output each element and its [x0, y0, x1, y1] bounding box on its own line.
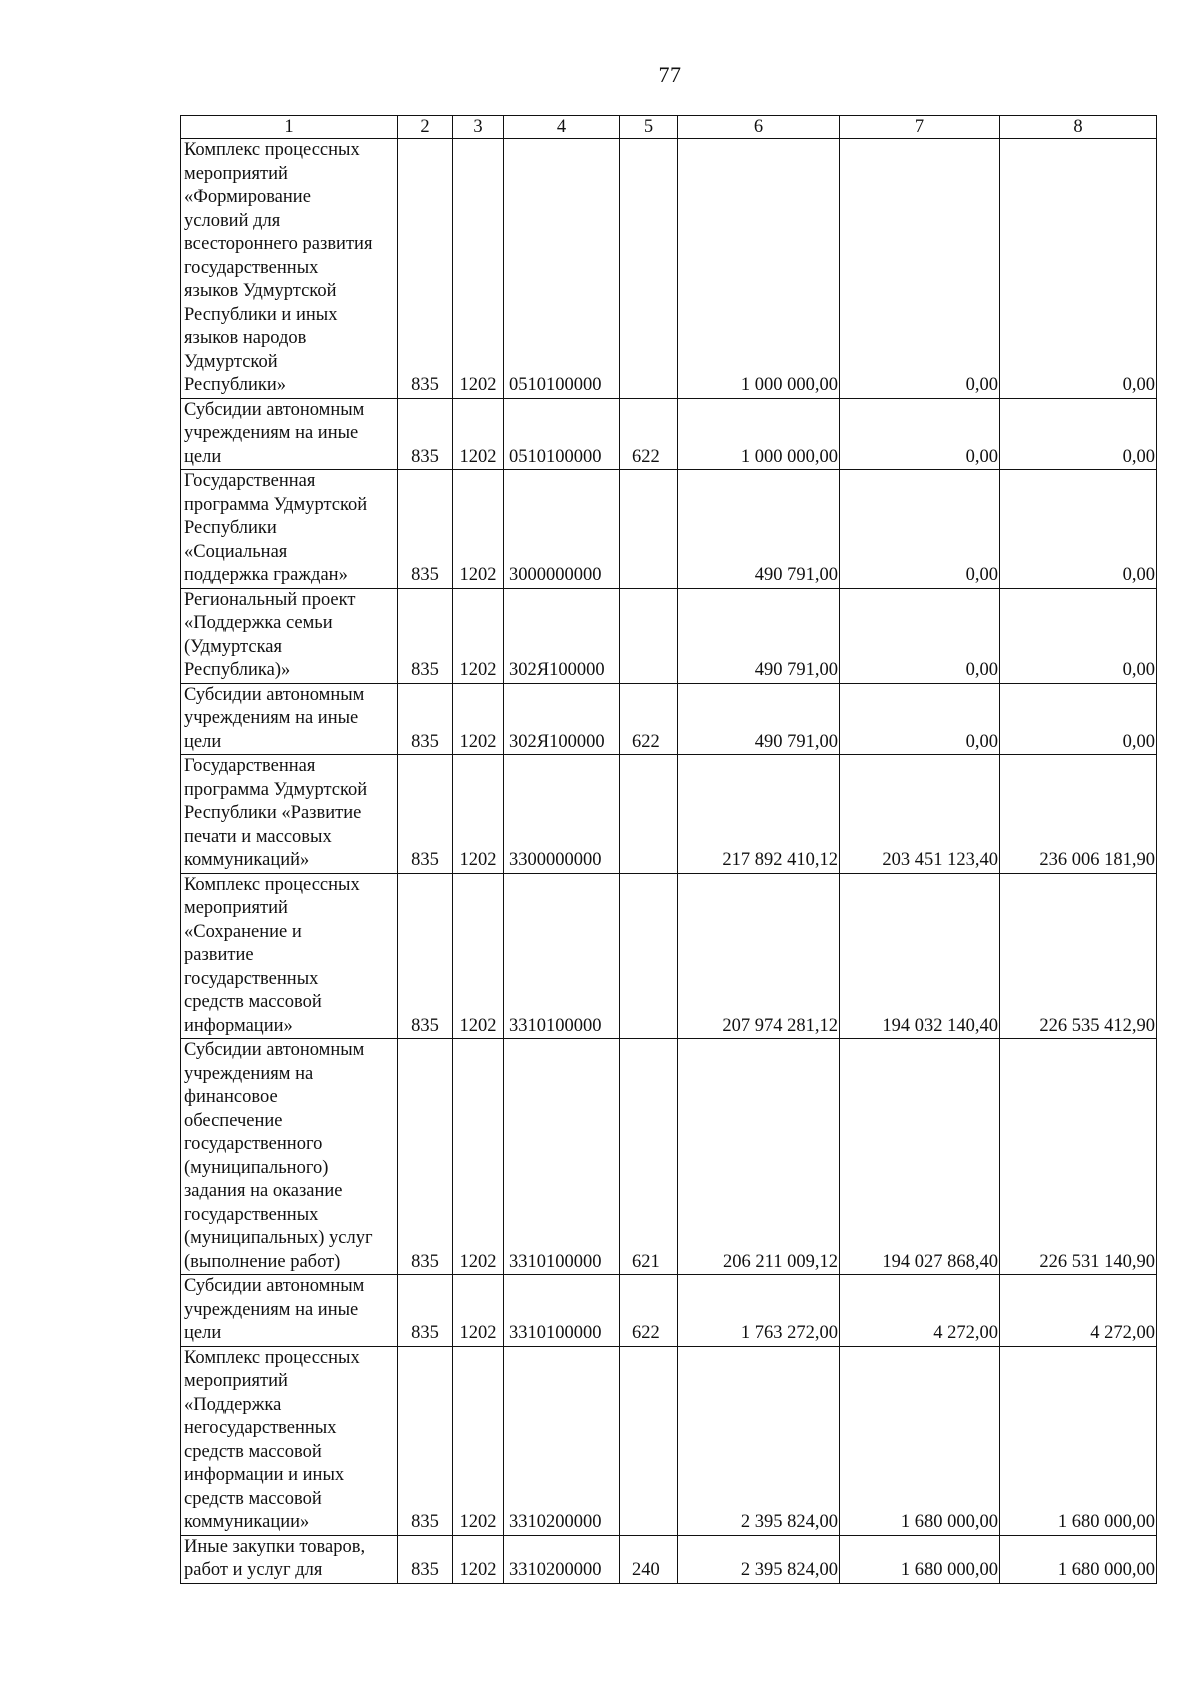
description-line: Республика)» — [184, 660, 291, 680]
description-line: коммуникации» — [184, 1512, 310, 1532]
code-5-cell — [620, 139, 678, 399]
description-line: (муниципального) — [184, 1157, 329, 1178]
code-5-cell: 621 — [620, 1039, 678, 1275]
code-4-cell: 3310100000 — [504, 1275, 620, 1347]
code-4-cell: 3310100000 — [504, 873, 620, 1039]
description-line: поддержка граждан» — [184, 565, 348, 585]
description-cell — [181, 683, 398, 755]
description-line: задания на оказание — [184, 1181, 343, 1201]
code-2-cell: 835 — [398, 398, 453, 470]
description-line: государственных — [184, 257, 319, 278]
code-3-cell: 1202 — [453, 1535, 504, 1583]
code-4-cell: 3310100000 — [504, 1039, 620, 1275]
amount-7-cell: 0,00 — [840, 139, 1000, 399]
description-line: программа Удмуртской — [184, 779, 368, 800]
description-line: государственного — [184, 1134, 323, 1154]
amount-8-cell: 4 272,00 — [1000, 1275, 1157, 1347]
header-cell: 6 — [678, 116, 840, 139]
table-row — [181, 1039, 1157, 1275]
amount-6-cell: 2 395 824,00 — [678, 1346, 840, 1535]
table-row — [181, 470, 1157, 589]
amount-8-cell: 0,00 — [1000, 398, 1157, 470]
description-line: «Социальная — [184, 541, 288, 562]
description-line: мероприятий — [184, 898, 288, 918]
table-row — [181, 873, 1157, 1039]
description-line: учреждениям на иные — [184, 1299, 359, 1320]
description-line: средств массовой — [184, 1488, 322, 1509]
description-line: Комплекс процессных — [184, 874, 360, 895]
description-line: информации» — [184, 1015, 293, 1036]
description-line: средств массовой — [184, 992, 322, 1012]
code-5-cell — [620, 755, 678, 874]
description-line: учреждениям на иные — [184, 708, 359, 728]
table-row — [181, 588, 1157, 683]
description-line: (муниципальных) услуг — [184, 1228, 373, 1248]
amount-8-cell: 236 006 181,90 — [1000, 755, 1157, 874]
description-cell — [181, 873, 398, 1039]
code-4-cell: 0510100000 — [504, 139, 620, 399]
description-line: Субсидии автономным — [184, 399, 365, 420]
description-line: Республики и иных — [184, 304, 338, 325]
description-line: Региональный проект — [184, 589, 356, 610]
amount-8-cell: 226 531 140,90 — [1000, 1039, 1157, 1275]
header-cell: 8 — [1000, 116, 1157, 139]
code-3-cell: 1202 — [453, 470, 504, 589]
description-line: цели — [184, 731, 222, 752]
code-3-cell: 1202 — [453, 1275, 504, 1347]
code-5-cell — [620, 873, 678, 1039]
header-cell: 5 — [620, 116, 678, 139]
code-5-cell: 622 — [620, 683, 678, 755]
description-line: мероприятий — [184, 163, 288, 184]
amount-8-cell: 1 680 000,00 — [1000, 1346, 1157, 1535]
description-line: обеспечение — [184, 1110, 283, 1131]
description-line: развитие — [184, 945, 254, 965]
code-5-cell: 622 — [620, 398, 678, 470]
amount-8-cell: 0,00 — [1000, 683, 1157, 755]
amount-8-cell: 0,00 — [1000, 588, 1157, 683]
description-line: Республики — [184, 518, 277, 538]
description-cell — [181, 588, 398, 683]
amount-7-cell: 194 027 868,40 — [840, 1039, 1000, 1275]
description-cell — [181, 1275, 398, 1347]
header-row — [181, 116, 1157, 139]
table-row — [181, 755, 1157, 874]
description-line: программа Удмуртской — [184, 494, 368, 515]
description-line: Комплекс процессных — [184, 140, 360, 160]
code-3-cell: 1202 — [453, 139, 504, 399]
description-cell — [181, 1346, 398, 1535]
code-2-cell: 835 — [398, 873, 453, 1039]
table-row — [181, 1535, 1157, 1583]
description-line: «Поддержка — [184, 1394, 282, 1415]
code-3-cell: 1202 — [453, 398, 504, 470]
code-3-cell: 1202 — [453, 588, 504, 683]
header-cell: 1 — [181, 116, 398, 139]
header-cell: 4 — [504, 116, 620, 139]
code-5-cell: 240 — [620, 1535, 678, 1583]
amount-6-cell: 206 211 009,12 — [678, 1039, 840, 1275]
code-2-cell: 835 — [398, 755, 453, 874]
description-line: (Удмуртская — [184, 636, 282, 657]
amount-6-cell: 1 000 000,00 — [678, 398, 840, 470]
description-cell — [181, 1535, 398, 1583]
description-line: «Поддержка семьи — [184, 613, 333, 633]
description-line: государственных — [184, 1204, 319, 1225]
amount-7-cell: 203 451 123,40 — [840, 755, 1000, 874]
amount-7-cell: 0,00 — [840, 398, 1000, 470]
table-body — [181, 116, 1157, 1584]
description-line: условий для — [184, 210, 281, 231]
description-line: финансовое — [184, 1087, 278, 1107]
table-row — [181, 139, 1157, 399]
code-4-cell: 3310200000 — [504, 1346, 620, 1535]
description-line: коммуникаций» — [184, 850, 310, 870]
description-line: «Формирование — [184, 187, 311, 207]
amount-6-cell: 207 974 281,12 — [678, 873, 840, 1039]
amount-7-cell: 0,00 — [840, 470, 1000, 589]
description-line: Республики» — [184, 375, 287, 395]
budget-table — [180, 115, 1157, 1584]
description-line: «Сохранение и — [184, 921, 302, 942]
description-line: работ и услуг для — [184, 1560, 323, 1580]
header-cell: 7 — [840, 116, 1000, 139]
description-line: негосударственных — [184, 1418, 337, 1438]
code-2-cell: 835 — [398, 1275, 453, 1347]
code-3-cell: 1202 — [453, 755, 504, 874]
description-cell — [181, 755, 398, 874]
description-cell — [181, 1039, 398, 1275]
description-line: печати и массовых — [184, 826, 332, 847]
code-2-cell: 835 — [398, 139, 453, 399]
code-5-cell: 622 — [620, 1275, 678, 1347]
amount-7-cell: 0,00 — [840, 588, 1000, 683]
amount-6-cell: 1 000 000,00 — [678, 139, 840, 399]
description-line: учреждениям на иные — [184, 423, 359, 443]
description-line: языков народов — [184, 328, 307, 348]
description-line: цели — [184, 446, 222, 467]
amount-7-cell: 194 032 140,40 — [840, 873, 1000, 1039]
header-cell: 3 — [453, 116, 504, 139]
code-4-cell: 3310200000 — [504, 1535, 620, 1583]
code-3-cell: 1202 — [453, 1346, 504, 1535]
code-2-cell: 835 — [398, 1535, 453, 1583]
table-row — [181, 398, 1157, 470]
description-cell — [181, 470, 398, 589]
description-line: Субсидии автономным — [184, 684, 365, 705]
code-4-cell: 302Я100000 — [504, 683, 620, 755]
code-5-cell — [620, 1346, 678, 1535]
code-5-cell — [620, 588, 678, 683]
description-line: цели — [184, 1323, 222, 1343]
code-2-cell: 835 — [398, 588, 453, 683]
amount-7-cell: 1 680 000,00 — [840, 1535, 1000, 1583]
table-row — [181, 1275, 1157, 1347]
code-2-cell: 835 — [398, 470, 453, 589]
description-line: Республики «Развитие — [184, 803, 362, 823]
description-line: языков Удмуртской — [184, 281, 337, 301]
page-number: 77 — [658, 62, 682, 87]
table-row — [181, 683, 1157, 755]
description-line: Субсидии автономным — [184, 1276, 365, 1296]
code-3-cell: 1202 — [453, 1039, 504, 1275]
amount-6-cell: 1 763 272,00 — [678, 1275, 840, 1347]
description-line: мероприятий — [184, 1371, 288, 1391]
code-2-cell: 835 — [398, 1346, 453, 1535]
code-3-cell: 1202 — [453, 683, 504, 755]
code-4-cell: 3000000000 — [504, 470, 620, 589]
amount-7-cell: 0,00 — [840, 683, 1000, 755]
description-line: всестороннего развития — [184, 234, 373, 254]
table-row — [181, 1346, 1157, 1535]
description-cell — [181, 398, 398, 470]
amount-6-cell: 490 791,00 — [678, 683, 840, 755]
code-5-cell — [620, 470, 678, 589]
amount-6-cell: 490 791,00 — [678, 470, 840, 589]
amount-8-cell: 0,00 — [1000, 470, 1157, 589]
amount-8-cell: 0,00 — [1000, 139, 1157, 399]
description-line: Комплекс процессных — [184, 1347, 360, 1368]
description-line: информации и иных — [184, 1465, 345, 1485]
code-3-cell: 1202 — [453, 873, 504, 1039]
description-line: (выполнение работ) — [184, 1251, 341, 1272]
description-line: Государственная — [184, 471, 316, 491]
description-line: средств массовой — [184, 1441, 322, 1462]
description-line: Удмуртской — [184, 351, 278, 372]
description-line: Субсидии автономным — [184, 1040, 365, 1060]
code-2-cell: 835 — [398, 683, 453, 755]
code-2-cell: 835 — [398, 1039, 453, 1275]
description-line: государственных — [184, 968, 319, 989]
description-line: учреждениям на — [184, 1063, 314, 1084]
description-line: Иные закупки товаров, — [184, 1536, 366, 1557]
code-4-cell: 302Я100000 — [504, 588, 620, 683]
amount-8-cell: 226 535 412,90 — [1000, 873, 1157, 1039]
amount-6-cell: 490 791,00 — [678, 588, 840, 683]
code-4-cell: 0510100000 — [504, 398, 620, 470]
amount-7-cell: 1 680 000,00 — [840, 1346, 1000, 1535]
amount-7-cell: 4 272,00 — [840, 1275, 1000, 1347]
amount-6-cell: 2 395 824,00 — [678, 1535, 840, 1583]
amount-6-cell: 217 892 410,12 — [678, 755, 840, 874]
description-cell — [181, 139, 398, 399]
amount-8-cell: 1 680 000,00 — [1000, 1535, 1157, 1583]
description-line: Государственная — [184, 756, 316, 776]
header-cell: 2 — [398, 116, 453, 139]
code-4-cell: 3300000000 — [504, 755, 620, 874]
